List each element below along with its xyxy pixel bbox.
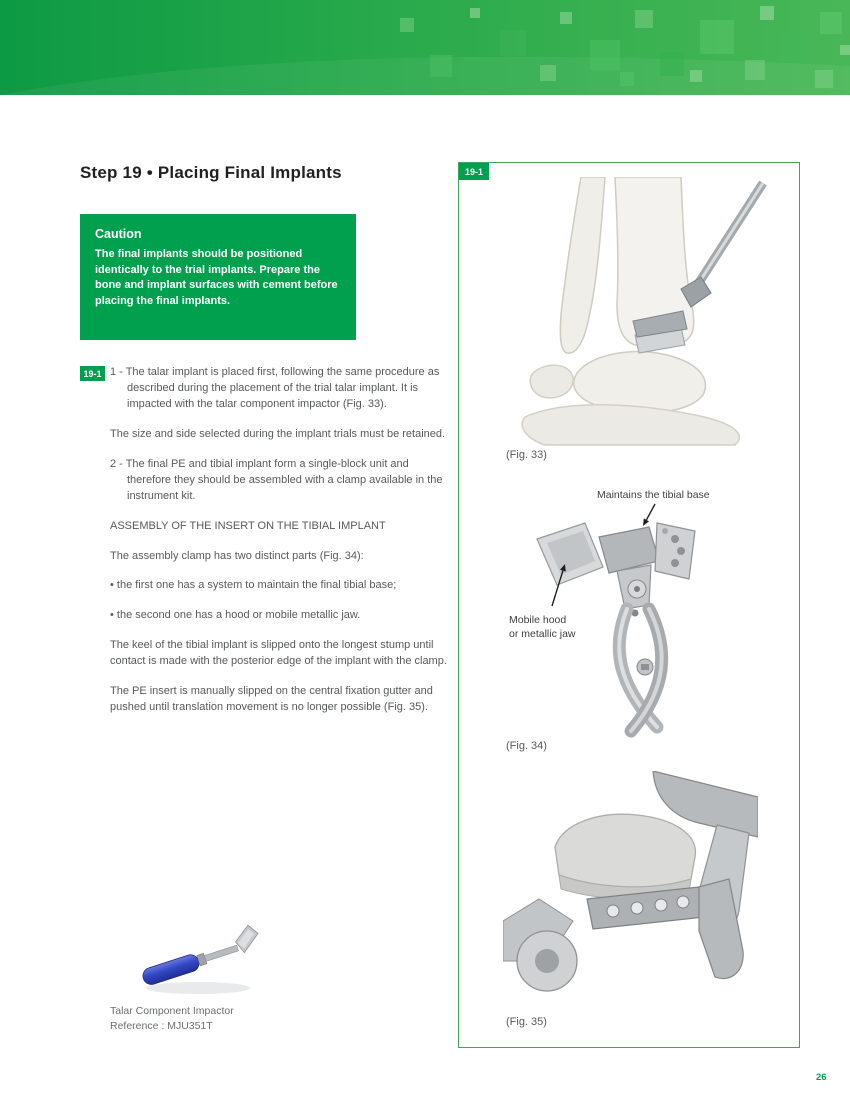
annotation-mobile-hood	[509, 613, 609, 641]
page-number: 26	[816, 1072, 827, 1083]
figure-panel	[458, 162, 800, 1048]
figure-panel-badge: 19-1	[459, 163, 489, 180]
talar-impactor-illustration	[133, 908, 273, 1000]
instruction-paragraph: 1 - The talar implant is placed first, following the same procedure as described during the placement of the trial talar implant. It is impacted with the talar component impactor (Fig. 33).	[110, 366, 440, 410]
instruction-paragraph: The keel of the tibial implant is slipped onto the longest stump until contact is made with the posterior edge of the implant with the clamp.	[110, 639, 447, 668]
annotation-mobile-line2: or metallic jaw	[509, 628, 576, 641]
instructions	[110, 365, 450, 730]
fig33-caption: (Fig. 33)	[506, 449, 547, 461]
caution-title: Caution	[95, 227, 142, 241]
fig34-caption: (Fig. 34)	[506, 740, 547, 752]
instruction-paragraph: The PE insert is manually slipped on the central fixation gutter and pushed until translation movement is no longer possible (Fig. 35).	[110, 685, 433, 714]
arrow-up-right-icon	[543, 559, 573, 611]
instruction-paragraph: The size and side selected during the implant trials must be retained.	[110, 427, 446, 440]
fig33-illustration	[485, 177, 773, 447]
instruction-heading: ASSEMBLY OF THE INSERT ON THE TIBIAL IMPLANT	[110, 519, 386, 532]
instruction-paragraph: 2 - The final PE and tibial implant form a single-block unit and therefore they should be assembled with a clamp available in the instrument kit.	[110, 457, 443, 502]
caution-body: The final implants should be positioned identically to the trial implants. Prepare the bone and implant surfaces with cement before placing the final implants.	[95, 248, 338, 307]
page-title: Step 19 • Placing Final Implants	[80, 163, 342, 182]
annotation-mobile-line1: Mobile hood	[509, 614, 567, 626]
tool-caption-reference: Reference : MJU351T	[110, 1020, 213, 1033]
instruction-bullet: • the second one has a hood or mobile metallic jaw.	[110, 609, 361, 622]
instruction-paragraph: The assembly clamp has two distinct parts (Fig. 34):	[110, 549, 364, 562]
step-badge: 19-1	[80, 366, 105, 381]
fig35-caption: (Fig. 35)	[506, 1016, 547, 1028]
caution-box	[80, 214, 356, 340]
tool-caption	[110, 1004, 234, 1034]
header-banner	[0, 0, 850, 95]
fig35-illustration	[503, 771, 758, 1011]
instruction-bullet: • the first one has a system to maintain the final tibial base;	[110, 579, 397, 592]
tool-caption-name: Talar Component Impactor	[110, 1005, 234, 1017]
annotation-maintains-tibial-base: Maintains the tibial base	[597, 489, 710, 501]
